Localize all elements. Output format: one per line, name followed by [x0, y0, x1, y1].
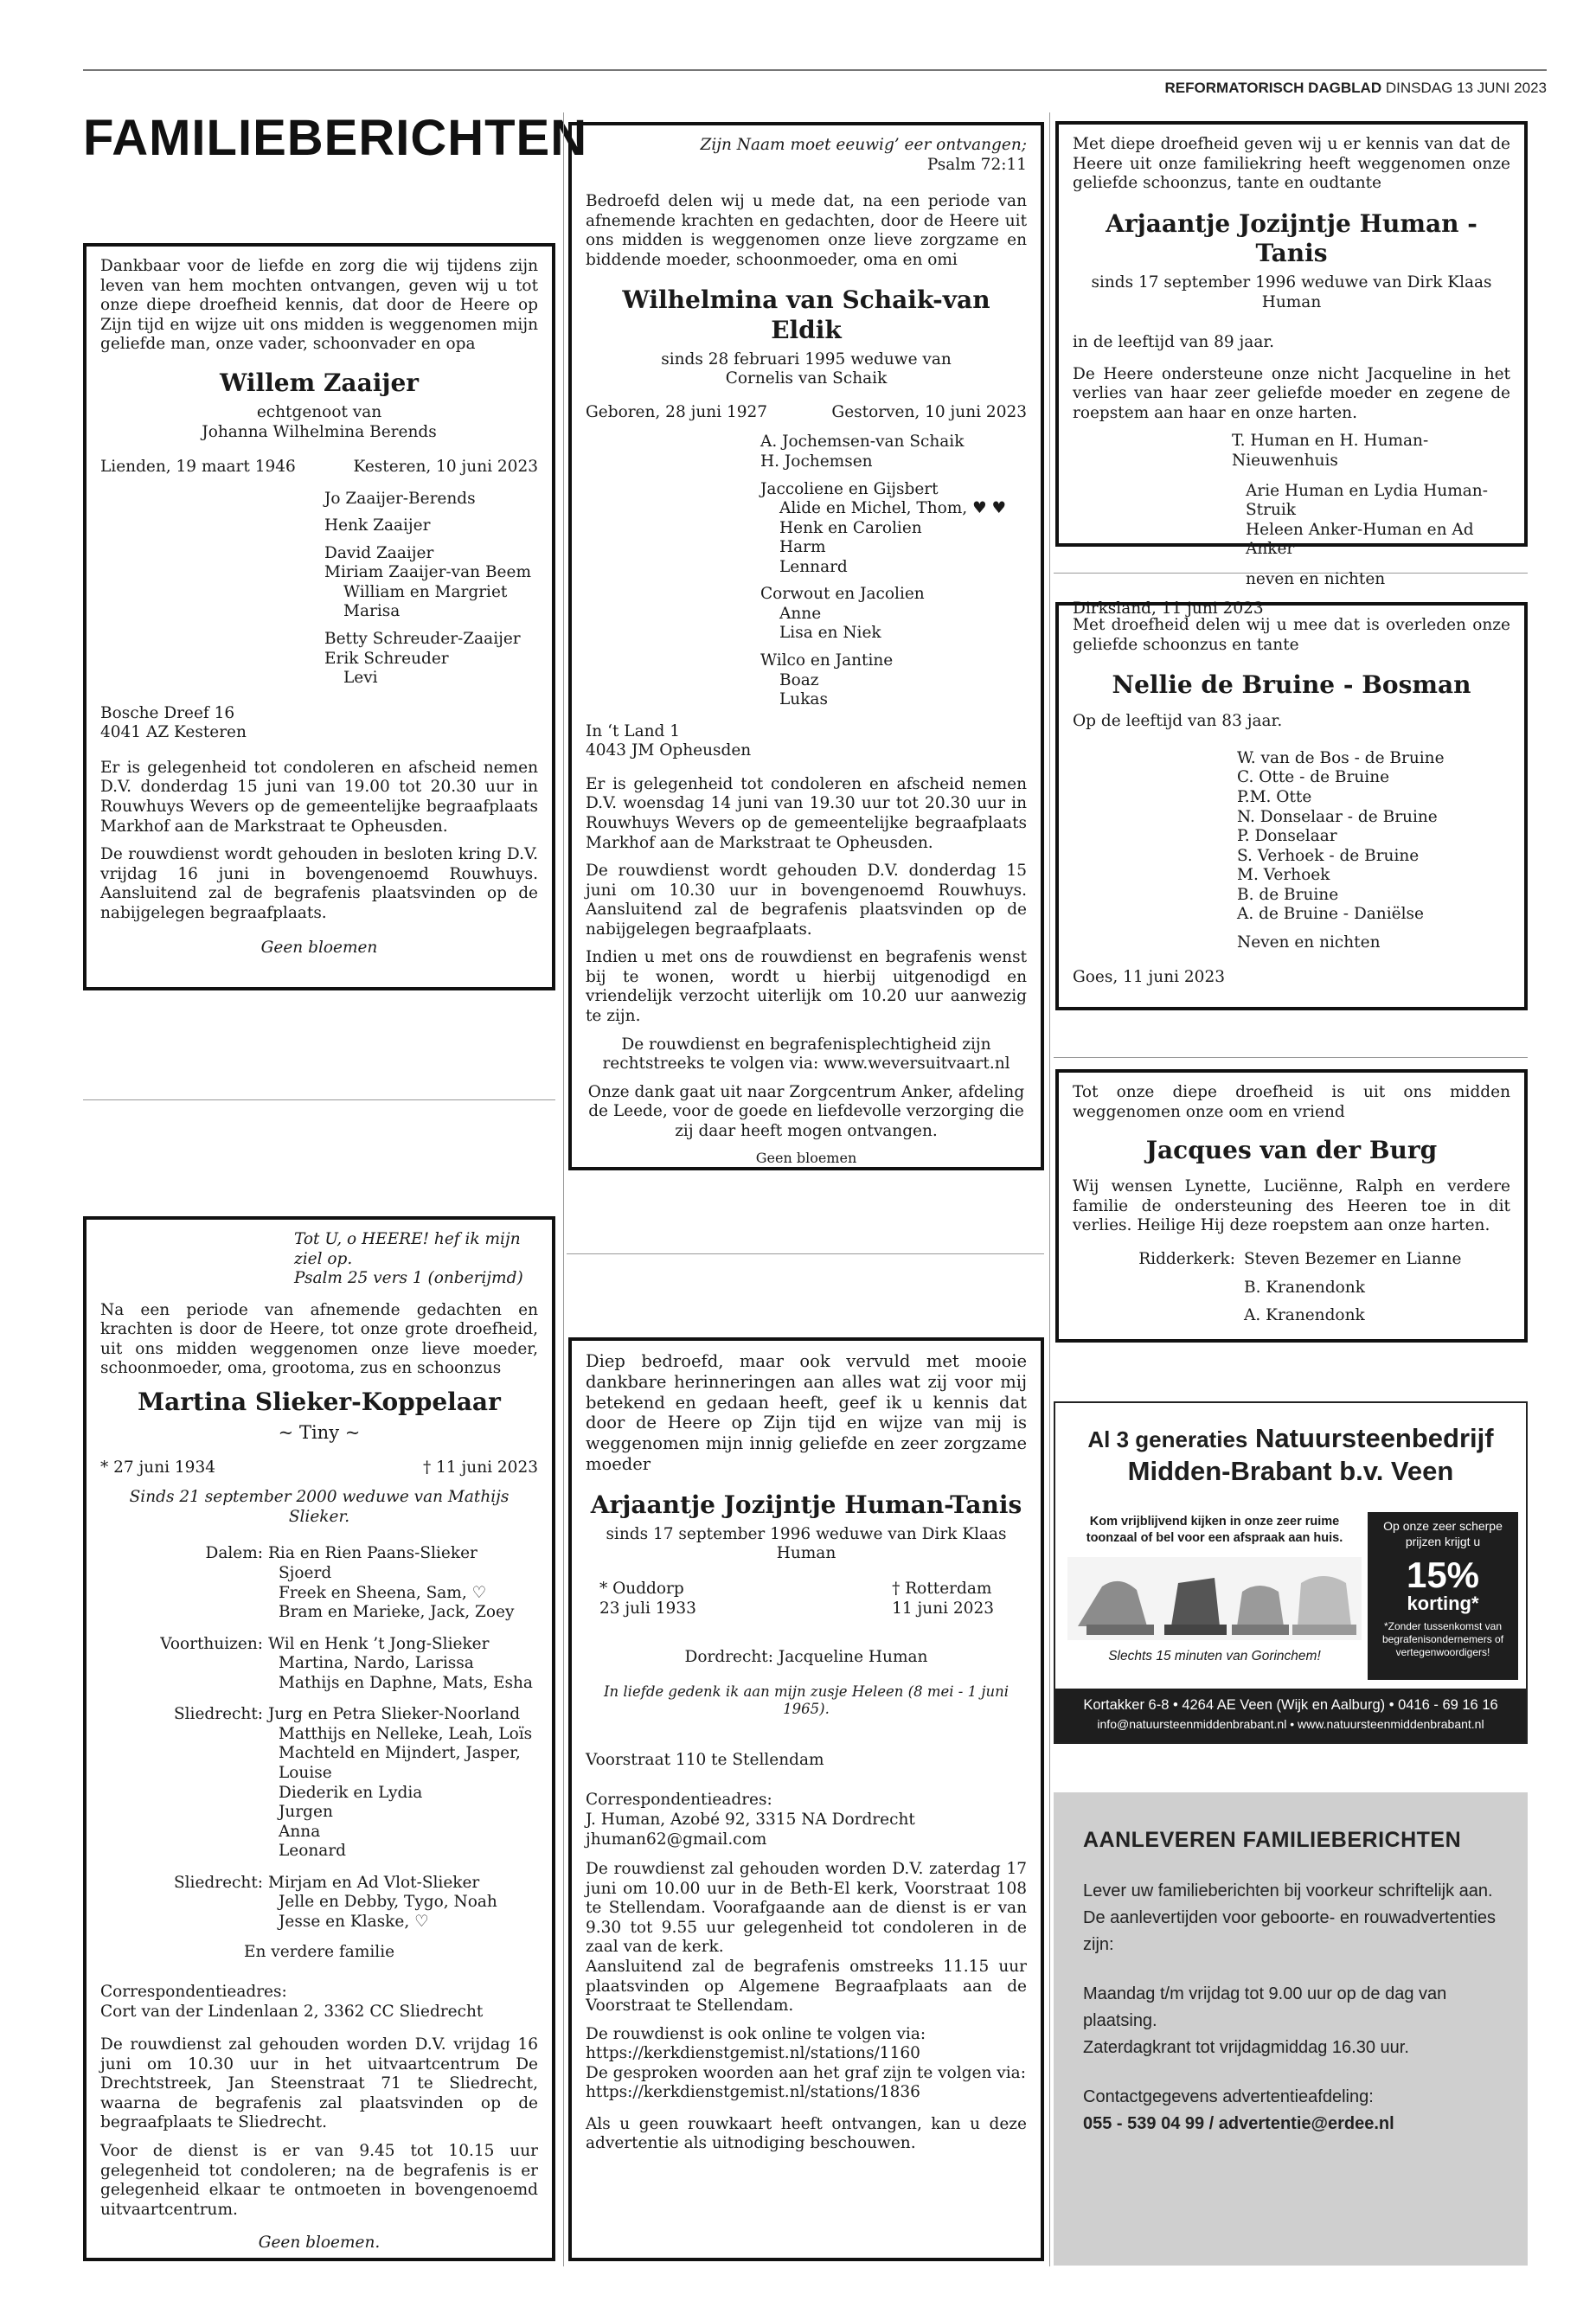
- masthead: [1165, 80, 1547, 97]
- obituary-human-tanis-family: [1055, 121, 1528, 619]
- family-line: Bram en Marieke, Jack, Zoey: [279, 1603, 515, 1622]
- correspondence-label: Correspondentieadres:: [100, 1983, 287, 2002]
- correspondence-address: Cort van der Lindenlaan 2, 3362 CC Sliedrecht: [100, 2002, 484, 2021]
- family-place: Sliedrecht:: [173, 1705, 263, 1724]
- family-line: Freek en Sheena, Sam, ♡: [279, 1583, 487, 1602]
- age-note: Op de leeftijd van 83 jaar.: [1073, 712, 1283, 731]
- family-member: Wilco en Jantine: [760, 651, 894, 670]
- grandchild: Boaz: [779, 670, 819, 689]
- info-text: Maandag t/m vrijdag tot 9.00 uur op de dag van plaatsing.: [1083, 1984, 1447, 2030]
- grandchild: Anne: [779, 604, 822, 623]
- discount-note: *Zonder tussenkomst van begrafenisondernemers of vertegenwoordigers!: [1381, 1620, 1504, 1659]
- ad-generations: Al 3 generaties: [1087, 1426, 1248, 1452]
- obituary-intro: Met droefheid delen wij u mee dat is overleden onze geliefde schoonzus en tante: [1073, 616, 1510, 654]
- grandchild: Lukas: [779, 690, 828, 709]
- family-member: P. Donselaar: [1237, 827, 1337, 846]
- home-address: Voorstraat 110 te Stellendam: [586, 1750, 824, 1769]
- family-line: Mathijs en Daphne, Mats, Esha: [279, 1673, 533, 1692]
- death-info: Kesteren, 10 juni 2023: [353, 458, 538, 477]
- birth-date: 23 juli 1933: [599, 1599, 696, 1618]
- obituary-intro: Dankbaar voor de liefde en zorg die wij tijdens zijn leven van hem mochten ontvangen, geven wij u tot onze diepe droefheid kennis, dat door de Heere op Zijn tijd en wijze uit ons midden is weggenomen mijn geliefde man, onze vader, schoonvader en opa: [100, 257, 538, 354]
- grandchild: Alide en Michel, Thom, ♥ ♥: [779, 499, 1007, 518]
- obituary-intro: Na een periode van afnemende gedachten en krachten is door de Heere, tot onze grote droefheid, uit ons midden weggenomen onze lieve moeder, schoonmoeder, oma, grootoma, zus en schoonzus: [100, 1300, 538, 1378]
- death-date: † 11 juni 2023: [423, 1458, 538, 1477]
- family-member: Betty Schreuder-Zaaijer: [324, 630, 521, 649]
- service-text: De rouwdienst wordt gehouden D.V. donderdag 15 juni om 10.30 uur in bovengenoemd Rouwhuys. Aansluitend zal de begrafenis plaatsvinden op de nabijgelegen begraafplaats.: [586, 862, 1027, 939]
- online-url: https://kerkdienstgemist.nl/stations/1836: [586, 2083, 920, 2102]
- further-family: En verdere familie: [243, 1942, 395, 1961]
- nickname: ~ Tiny ~: [278, 1422, 361, 1444]
- no-flowers-note: Geen bloemen: [755, 1150, 857, 1167]
- place-date: Dirksland, 11 juni 2023: [1073, 599, 1264, 619]
- family-group: [100, 1635, 538, 1694]
- address-line: 4043 JM Opheusden: [586, 741, 752, 760]
- family-line: Ria en Rien Paans-Slieker: [268, 1544, 478, 1563]
- family-line: Leonard: [279, 1842, 347, 1861]
- discount-badge: [1368, 1512, 1518, 1680]
- family-line: Sjoerd: [279, 1563, 332, 1582]
- discount-percent: 15%: [1406, 1554, 1480, 1595]
- widow-note: Sinds 21 september 2000 weduwe van Mathijs Slieker.: [129, 1488, 510, 1526]
- deceased-name: Martina Slieker-Koppelaar: [138, 1387, 501, 1416]
- family-line: Mirjam en Ad Vlot-Slieker: [268, 1873, 480, 1892]
- family-group: [100, 1705, 538, 1862]
- birth-info: Lienden, 19 maart 1946: [100, 458, 296, 477]
- header-rule: [83, 69, 1547, 71]
- invitation-text: Indien u met ons de rouwdienst en begrafenis wenst bij te wonen, wordt u hierbij uitgenodigd en vriendelijk verzocht uiterlijk om 10.20 uur aanwezig te zijn.: [586, 948, 1027, 1025]
- condolence-text: Er is gelegenheid tot condoleren en afscheid nemen D.V. donderdag 15 juni van 19.00 tot 20.30 uur in Rouwhuys Wevers op de gemeentelijke begraafplaats Markhof aan de Markstraat te Opheusden.: [100, 758, 538, 836]
- ad-address: Kortakker 6-8 • 4264 AE Veen (Wijk en Aalburg) • 0416 - 69 16 16: [1083, 1697, 1498, 1713]
- obituary-martina-slieker: [83, 1216, 555, 2261]
- family-list: [586, 433, 1027, 709]
- comfort-text: De Heere ondersteune onze nicht Jacqueline in het verlies van haar zeer geliefde moeder en zegene de roepstem aan haar en onze harten.: [1073, 364, 1510, 422]
- info-text: Contactgegevens advertentieafdeling:: [1083, 2086, 1374, 2106]
- obituary-wilhelmina-van-schaik: [568, 122, 1044, 1170]
- family-line: Machteld en Mijndert, Jasper, Louise: [279, 1744, 521, 1783]
- family-member: N. Donselaar - de Bruine: [1237, 807, 1438, 826]
- widow-label: sinds 28 februari 1995 weduwe van: [661, 349, 952, 369]
- ad-headline: [1055, 1403, 1526, 1488]
- address-line: In ‘t Land 1: [586, 721, 681, 740]
- relatives: neven en nichten: [1246, 569, 1386, 588]
- livestream-text: De rouwdienst en begrafenisplechtigheid zijn rechtstreeks te volgen via: www.weversuitvaart.nl: [602, 1035, 1010, 1074]
- age-note: in de leeftijd van 89 jaar.: [1073, 333, 1275, 352]
- family-member: H. Jochemsen: [760, 452, 873, 471]
- obituary-nellie-de-bruine: [1055, 602, 1528, 1010]
- section-rule: [567, 1253, 1044, 1254]
- ad-slogan: Slechts 15 minuten van Gorinchem!: [1108, 1649, 1321, 1663]
- issue-date: DINSDAG 13 JUNI 2023: [1385, 80, 1547, 96]
- grandchild: William en Margriet: [343, 582, 508, 601]
- family-member: Jo Zaaijer-Berends: [324, 489, 476, 508]
- family-member: B. de Bruine: [1237, 885, 1339, 904]
- submission-info: [1054, 1792, 1528, 2266]
- obituary-intro: Bedroefd delen wij u mede dat, na een periode van afnemende krachten en gedachten, door de Heere uit ons midden is weggenomen onze lieve zorgzame en biddende moeder, schoonmoeder, oma en omi: [586, 192, 1027, 269]
- family-member: C. Otte - de Bruine: [1237, 768, 1390, 787]
- gravestones-image: [1067, 1557, 1362, 1640]
- discount-label: korting*: [1407, 1593, 1479, 1615]
- info-text: De aanlevertijden voor geboorte- en rouwadvertenties zijn:: [1083, 1907, 1496, 1954]
- spouse-label: echtgenoot van: [256, 402, 382, 421]
- deceased-name: Jacques van der Burg: [1145, 1136, 1438, 1165]
- further-family: Neven en nichten: [1237, 933, 1381, 952]
- bible-verse: Tot U, o HEERE! hef ik mijn ziel op.: [294, 1230, 521, 1268]
- condolence-text: Er is gelegenheid tot condoleren en afscheid nemen D.V. woensdag 14 juni van 19.30 uur tot 20.30 uur in Rouwhuys Wevers op de gemeentelijke begraafplaats Markhof aan de Markstraat te Opheusden.: [586, 774, 1027, 852]
- obituary-arjaantje-human-tanis: [568, 1337, 1044, 2261]
- column-divider-1: [563, 112, 564, 2266]
- service-text: De rouwdienst wordt gehouden in besloten kring D.V. vrijdag 16 juni in bovengenoemd Rouwhuys. Aansluitend zal de begrafenis plaatsvinden op de nabijgelegen begraafplaats.: [100, 845, 538, 922]
- grandchild: Marisa: [343, 602, 401, 621]
- verse-reference: Psalm 72:11: [926, 155, 1027, 174]
- obituary-intro: Met diepe droefheid geven wij u er kennis van dat de Heere uit onze familiekring heeft weggenomen onze geliefde schoonzus, tante en oudtante: [1073, 135, 1510, 193]
- next-of-kin: Dordrecht: Jacqueline Human: [684, 1648, 928, 1667]
- birth-place: * Ouddorp: [599, 1579, 684, 1598]
- family-member: Jaccoliene en Gijsbert: [760, 479, 939, 498]
- column-divider-2: [1049, 112, 1050, 2266]
- ad-company-location: Midden-Brabant b.v. Veen: [1127, 1455, 1454, 1486]
- deceased-name: Arjaantje Jozijntje Human-Tanis: [590, 1490, 1022, 1519]
- family-place: Voorthuizen:: [160, 1634, 263, 1653]
- invitation-notice: Als u geen rouwkaart heeft ontvangen, kan u deze advertentie als uitnodiging beschouwen.: [586, 2114, 1027, 2153]
- obituary-jacques-van-der-burg: [1055, 1069, 1528, 1343]
- family-line: Jesse en Klaske, ♡: [279, 1912, 429, 1931]
- grandchild: Harm: [779, 538, 826, 557]
- family-group: [100, 1544, 538, 1622]
- place-date: Goes, 11 juni 2023: [1073, 968, 1225, 987]
- relatives: Heleen Anker-Human en Ad Anker: [1246, 520, 1474, 559]
- family-member: M. Verhoek: [1237, 866, 1330, 885]
- birth-date: * 27 juni 1934: [100, 1458, 215, 1477]
- spouse-name: Johanna Wilhelmina Berends: [202, 422, 437, 441]
- info-text: Lever uw familieberichten bij voorkeur schriftelijk aan.: [1083, 1881, 1493, 1900]
- wish-text: Wij wensen Lynette, Luciënne, Ralph en verdere familie de ondersteuning des Heeren toe in dit verlies. Heilige Hij deze roepstem aan onze harten.: [1073, 1177, 1510, 1235]
- ad-tagline: Kom vrijblijvend kijken in onze zeer ruime toonzaal of bel voor een afspraak aan huis.: [1086, 1515, 1343, 1545]
- address-line: 4041 AZ Kesteren: [100, 723, 247, 742]
- verse-reference: Psalm 25 vers 1 (onberijmd): [294, 1269, 523, 1288]
- ad-company: Natuursteenbedrijf: [1255, 1423, 1494, 1453]
- section-rule: [83, 1099, 555, 1100]
- email-address: jhuman62@gmail.com: [586, 1830, 767, 1849]
- birth-info: Geboren, 28 juni 1927: [586, 402, 768, 421]
- bible-verse: Zijn Naam moet eeuwig’ eer ontvangen;: [700, 136, 1027, 154]
- obituary-willem-zaaijer: [83, 243, 555, 990]
- deceased-name: Arjaantje Jozijntje Human - Tanis: [1106, 208, 1477, 267]
- info-text: Zaterdagkrant tot vrijdagmiddag 16.30 uur.: [1083, 2037, 1409, 2057]
- life-dates: [586, 1580, 1027, 1618]
- obituary-intro: Tot onze diepe droefheid is uit ons midden weggenomen onze oom en vriend: [1073, 1083, 1510, 1121]
- grandchild: Levi: [343, 669, 378, 688]
- condolence-text: Voor de dienst is er van 9.45 tot 10.15 uur gelegenheid tot condoleren; na de begrafenis is er gelegenheid elkaar te ontmoeten in bovengenoemd uitvaartcentrum.: [100, 2142, 538, 2219]
- family-member: Erik Schreuder: [324, 649, 449, 668]
- family-member: S. Verhoek - de Bruine: [1237, 846, 1420, 865]
- widow-note: sinds 17 september 1996 weduwe van Dirk Klaas Human: [606, 1524, 1007, 1563]
- thanks-text: Onze dank gaat uit naar Zorgcentrum Anker, afdeling de Leede, voor de goede en liefdevolle verzorging die zij daar heeft mogen ontvangen.: [587, 1082, 1025, 1140]
- online-label: De gesproken woorden aan het graf zijn te volgen via:: [586, 2063, 1026, 2082]
- family-member: Miriam Zaaijer-van Beem: [324, 563, 531, 582]
- deceased-name: Willem Zaaijer: [219, 368, 420, 397]
- burial-text: Aansluitend zal de begrafenis omstreeks 11.15 uur plaatsvinden op Algemene Begraafplaats aan de Voorstraat te Stellendam.: [586, 1957, 1027, 2016]
- family-line: Martina, Nardo, Larissa: [279, 1654, 474, 1673]
- grandchild: Lennard: [779, 557, 848, 576]
- death-date: 11 juni 2023: [892, 1599, 994, 1618]
- family-list: [1073, 749, 1510, 953]
- service-text: De rouwdienst zal gehouden worden D.V. zaterdag 17 juni om 10.00 uur in de Beth-El kerk, Voorstraat 108 te Stellendam. Voorafgaande aan de dienst is er van 9.30 tot 9.55 uur gelegenheid tot condoleren in de zaal van de kerk.: [586, 1860, 1027, 1957]
- newspaper-name: REFORMATORISCH DAGBLAD: [1164, 80, 1382, 96]
- ad-web[interactable]: info@natuursteenmiddenbrabant.nl • www.natuursteenmiddenbrabant.nl: [1097, 1717, 1484, 1731]
- family-group: [100, 1874, 538, 1932]
- family-place: Dalem:: [205, 1544, 263, 1563]
- memory-note: In liefde gedenk ik aan mijn zusje Heleen (8 mei - 1 juni 1965).: [604, 1682, 1009, 1717]
- correspondence-address: J. Human, Azobé 92, 3315 NA Dordrecht: [586, 1811, 915, 1830]
- family-line: Jelle en Debby, Tygo, Noah: [279, 1893, 497, 1912]
- widow-note: sinds 17 september 1996 weduwe van Dirk Klaas Human: [1091, 273, 1492, 311]
- relatives: T. Human en H. Human-Nieuwenhuis: [1232, 432, 1429, 470]
- grandchild: Lisa en Niek: [779, 624, 881, 643]
- family-member: Corwout en Jacolien: [760, 585, 925, 604]
- contact-details[interactable]: 055 - 539 04 99 / advertentie@erdee.nl: [1083, 2113, 1394, 2133]
- family-line: Jurg en Petra Slieker-Noorland: [268, 1705, 521, 1724]
- deceased-name: Wilhelmina van Schaik-van Eldik: [622, 285, 990, 344]
- family-list: [100, 490, 538, 689]
- family-line: Wil en Henk ’t Jong-Slieker: [268, 1634, 490, 1653]
- discount-intro: Op onze zeer scherpe prijzen krijgt u: [1383, 1519, 1503, 1548]
- family-place: Sliedrecht:: [173, 1873, 263, 1892]
- correspondence-label: Correspondentieadres:: [586, 1791, 772, 1810]
- family-member: P.M. Otte: [1237, 787, 1312, 806]
- address-line: Bosche Dreef 16: [100, 703, 235, 722]
- family-line: Anna: [279, 1822, 321, 1841]
- death-place: † Rotterdam: [892, 1579, 992, 1598]
- no-flowers-note: Geen bloemen.: [258, 2234, 381, 2253]
- relatives: B. Kranendonk: [1244, 1278, 1365, 1297]
- online-url: https://kerkdienstgemist.nl/stations/1160: [586, 2044, 920, 2063]
- family-member: A. de Bruine - Daniëlse: [1237, 905, 1424, 924]
- death-info: Gestorven, 10 juni 2023: [831, 402, 1027, 421]
- family-line: Matthijs en Nelleke, Leah, Loïs: [279, 1724, 533, 1743]
- family-place: Ridderkerk:: [1138, 1249, 1235, 1268]
- relatives: A. Kranendonk: [1244, 1306, 1365, 1325]
- family-line: Diederik en Lydia: [279, 1783, 423, 1802]
- ad-contact-bar: [1055, 1689, 1526, 1742]
- relatives: Arie Human en Lydia Human-Struik: [1246, 481, 1488, 520]
- relatives: Steven Bezemer en Lianne: [1244, 1249, 1462, 1268]
- page-title: FAMILIEBERICHTEN: [83, 110, 588, 166]
- husband-name: Cornelis van Schaik: [725, 369, 888, 388]
- family-line: Jurgen: [279, 1803, 333, 1822]
- grandchild: Henk en Carolien: [779, 518, 922, 537]
- obituary-intro: Diep bedroefd, maar ook vervuld met mooie dankbare herinneringen aan alles wat zij voor mij betekend en gedaan heeft, geef ik u kennis dat door de Heere op Zijn tijd en wijze van mij is weggenomen mijn innig geliefde en zeer zorgzame moeder: [586, 1351, 1027, 1474]
- info-title: AANLEVEREN FAMILIEBERICHTEN: [1083, 1828, 1462, 1852]
- section-rule: [1054, 1057, 1528, 1058]
- deceased-name: Nellie de Bruine - Bosman: [1112, 670, 1471, 700]
- advertisement-natuursteen[interactable]: [1054, 1401, 1528, 1744]
- family-member: Henk Zaaijer: [324, 516, 431, 535]
- online-label: De rouwdienst is ook online te volgen via:: [586, 2024, 926, 2043]
- family-member: David Zaaijer: [324, 543, 434, 562]
- family-member: W. van de Bos - de Bruine: [1237, 748, 1445, 767]
- no-flowers-note: Geen bloemen: [260, 939, 378, 958]
- service-text: De rouwdienst zal gehouden worden D.V. vrijdag 16 juni om 10.30 uur in het uitvaartcentrum De Drechtstreek, Jan Steenstraat 71 te Sliedrecht, waarna de begrafenis zal plaatsvinden op de begraafplaats te Sliedrecht.: [100, 2035, 538, 2132]
- family-member: A. Jochemsen-van Schaik: [760, 433, 965, 452]
